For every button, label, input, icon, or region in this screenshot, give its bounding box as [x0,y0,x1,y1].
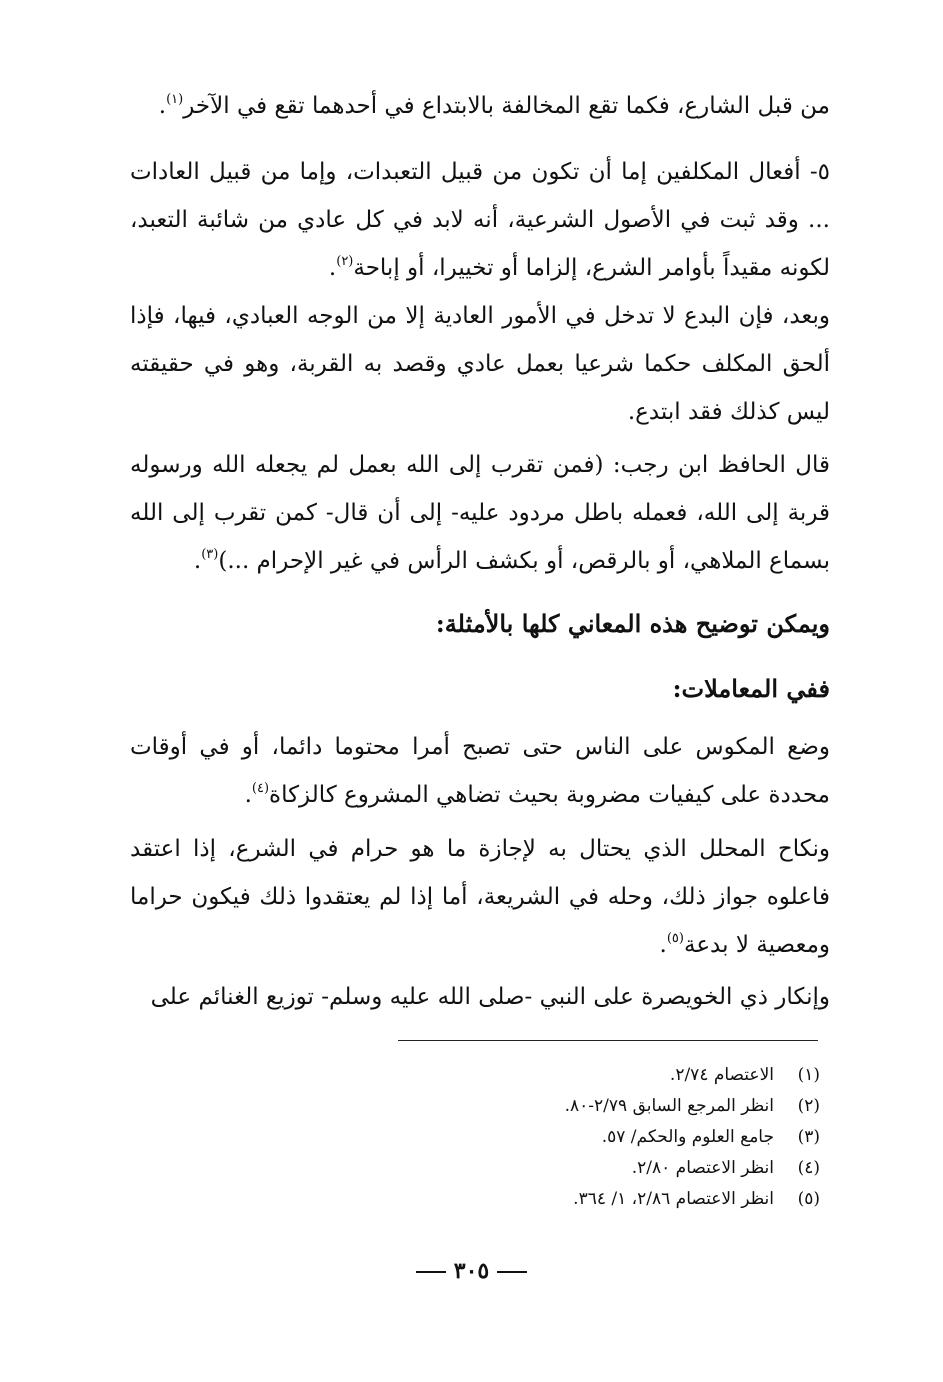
paragraph-text: ونكاح المحلل الذي يحتال به لإجازة ما هو حرام في الشرع، إذا اعتقد فاعلوه جواز ذلك، وحله في الشريعة، أما إذا لم يعتقدوا ذلك فيكون حراما ومعصية لا بدعة [130,836,830,958]
footnote-item [300,1060,820,1091]
page-number-dash [416,1271,446,1273]
page-number [0,1258,943,1284]
footnote-number: (٤) [797,1158,820,1178]
footnote-number: (٣) [797,1127,820,1147]
footnotes [300,1060,820,1215]
footnote-ref: (٣) [201,547,219,562]
paragraph-end: . [193,548,202,574]
paragraph-end: . [659,932,667,958]
paragraph-text: وإنكار ذي الخويصرة على النبي -صلى الله عليه وسلم- توزيع الغنائم على [150,984,830,1010]
footnote-separator [398,1040,818,1041]
footnote-number: (٢) [797,1096,820,1116]
paragraph-khuwaysira [130,973,830,1021]
footnote-item [300,1122,820,1153]
footnote-text: انظر الاعتصام ٢/٨٦، ١/ ٣٦٤. [573,1189,774,1209]
paragraph-text: ٥- أفعال المكلفين إما أن تكون من قبيل التعبدات، وإما من قبيل العادات ... وقد ثبت في الأصول الشرعية، أنه لابد في كل عادي من شائبة التعبد، لكونه مقيداً بأوامر الشرع، إلزاما أو تخييرا، أو إباحة [130,159,830,281]
paragraph-taxes [130,723,830,819]
paragraph-end: . [158,93,167,119]
paragraph-continuation [130,82,830,130]
section-heading-examples [130,600,830,648]
footnote-item [300,1091,820,1122]
footnote-ref: (١) [166,92,184,107]
paragraph-end: . [328,255,337,281]
page-number-dash [497,1271,527,1273]
paragraph-text: من قبل الشارع، فكما تقع المخالفة بالابتداع في أحدهما تقع في الآخر [183,93,830,119]
footnote-item [300,1184,820,1215]
paragraph-ibn-rajab-quote [130,441,830,585]
subheading-transactions [130,665,830,713]
paragraph-point-5 [130,148,830,292]
paragraph-muhallil [130,825,830,969]
footnote-ref: (٤) [251,781,270,796]
footnote-text: انظر المرجع السابق ٢/٧٩-٨٠. [564,1096,774,1116]
footnote-ref: (٢) [336,254,354,269]
footnote-item [300,1153,820,1184]
footnote-number: (٥) [797,1189,820,1209]
paragraph-text: قال الحافظ ابن رجب: (فمن تقرب إلى الله بعمل لم يجعله الله ورسوله قربة إلى الله، فعمله باطل مردود عليه- إلى أن قال- كمن تقرب إلى الله بسماع الملاهي، أو بالرقص، أو بكشف الرأس في غير الإحرام ...) [130,452,830,574]
footnote-text: جامع العلوم والحكم/ ٥٧. [601,1127,774,1147]
paragraph-text: وضع المكوس على الناس حتى تصبح أمرا محتوما دائما، أو في أوقات محددة على كيفيات مضروبة بحيث تضاهي المشروع كالزكاة [130,734,830,808]
footnote-number: (١) [797,1065,820,1085]
footnote-ref: (٥) [666,931,684,946]
heading-text: ويمكن توضيح هذه المعاني كلها بالأمثلة: [435,609,830,638]
footnote-text: الاعتصام ٢/٧٤. [669,1065,774,1085]
paragraph-text: وبعد، فإن البدع لا تدخل في الأمور العادية إلا من الوجه العبادي، فيها، فإذا ألحق المكلف حكما شرعيا بعمل عادي وقصد به القربة، وهو في حقيقته ليس كذلك فقد ابتدع. [130,303,830,425]
footnote-text: انظر الاعتصام ٢/٨٠. [631,1158,774,1178]
page-number-value: ٣٠٥ [453,1258,490,1284]
paragraph-after [130,292,830,436]
paragraph-end: . [244,782,252,808]
heading-text: ففي المعاملات: [672,674,830,703]
